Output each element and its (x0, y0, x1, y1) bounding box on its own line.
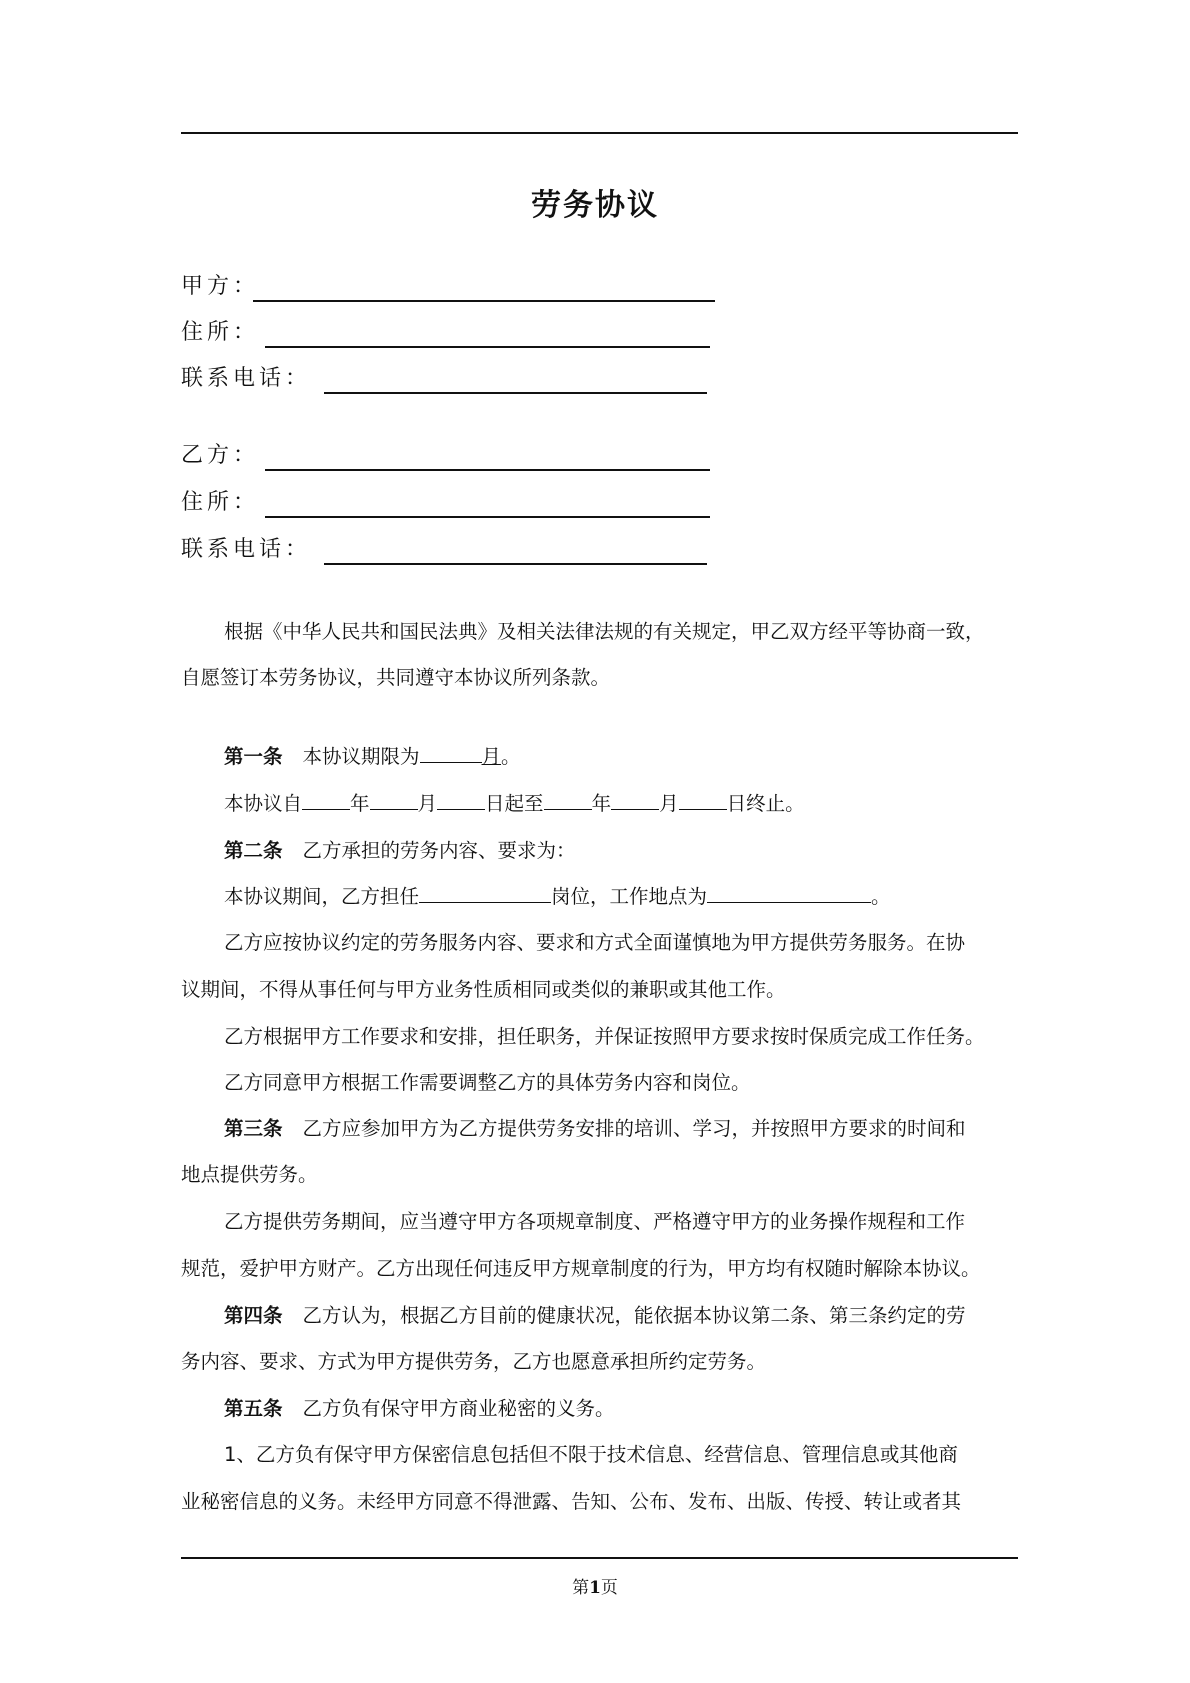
document-title: 劳务协议 (531, 188, 659, 223)
footer-rule (181, 1557, 1018, 1559)
article-2-text: 乙方承担的劳务内容、要求为： (302, 839, 576, 862)
end-month-blank[interactable] (611, 787, 659, 810)
end-day-blank[interactable] (679, 787, 727, 810)
article-5-text: 乙方负有保守甲方商业秘密的义务。 (302, 1397, 615, 1420)
party-b-address-label: 住所： (181, 490, 260, 515)
article-3 (181, 1106, 1019, 1152)
article-4-line-2: 务内容、要求、方式为甲方提供劳务，乙方也愿意承担所约定劳务。 (181, 1350, 767, 1373)
article-1-heading: 第一条 (224, 745, 283, 768)
start-day-blank[interactable] (437, 787, 485, 810)
article-2-heading: 第二条 (224, 839, 283, 862)
post-label: 本协议期间，乙方担任 (224, 885, 420, 908)
article-2-post-line (181, 874, 1019, 920)
party-a-name-label: 甲方： (181, 274, 260, 299)
page-suffix: 页 (600, 1578, 618, 1598)
article-1-period-line (181, 781, 1019, 827)
article-1-period: 。 (501, 745, 521, 768)
party-b-address-blank[interactable] (265, 516, 710, 518)
party-b-phone-label: 联系电话： (181, 537, 312, 562)
end-suffix-label: 日终止。 (726, 792, 805, 815)
article-3-heading: 第三条 (224, 1117, 283, 1140)
preamble-line-1: 根据《中华人民共和国民法典》及相关法律法规的有关规定，甲乙双方经平等协商一致， (224, 620, 985, 643)
party-a-address-label: 住所： (181, 320, 260, 345)
end-month-label: 月 (659, 792, 679, 815)
page-prefix: 第 (572, 1578, 590, 1598)
party-a-address-blank[interactable] (265, 346, 710, 348)
page-number-value: 1 (589, 1578, 601, 1598)
article-5-item-1-line-2: 业秘密信息的义务。未经甲方同意不得泄露、告知、公布、发布、出版、传授、转让或者其 (181, 1490, 962, 1513)
article-2-para-3: 乙方同意甲方根据工作需要调整乙方的具体劳务内容和岗位。 (224, 1071, 751, 1094)
article-3-text: 乙方应参加甲方为乙方提供劳务安排的培训、学习，并按照甲方要求的时间和 (302, 1117, 966, 1140)
article-2-para-2: 乙方根据甲方工作要求和安排，担任职务，并保证按照甲方要求按时保质完成工作任务。 (224, 1025, 985, 1048)
party-a-phone-blank[interactable] (324, 392, 707, 394)
article-2-para-1-line-1: 乙方应按协议约定的劳务服务内容、要求和方式全面谨慎地为甲方提供劳务服务。在协 (224, 931, 966, 954)
location-blank[interactable] (707, 880, 871, 903)
article-5-item-1-line-1: 1、乙方负有保守甲方保密信息包括但不限于技术信息、经营信息、管理信息或其他商 (224, 1443, 958, 1466)
party-a-phone-field (181, 362, 721, 394)
start-month-label: 月 (417, 792, 438, 815)
article-3-para-2-line-2: 规范，爱护甲方财产。乙方出现任何违反甲方规章制度的行为，甲方均有权随时解除本协议。 (181, 1257, 981, 1280)
article-4-heading: 第四条 (224, 1304, 283, 1327)
article-4 (181, 1293, 1019, 1339)
start-suffix-label: 日起至 (485, 792, 544, 815)
post-blank[interactable] (419, 880, 551, 903)
preamble-line-2: 自愿签订本劳务协议，共同遵守本协议所列条款。 (181, 666, 611, 689)
term-months-blank[interactable] (420, 740, 482, 763)
article-5 (181, 1386, 1019, 1432)
start-year-blank[interactable] (302, 787, 350, 810)
start-month-blank[interactable] (370, 787, 418, 810)
party-a-phone-label: 联系电话： (181, 366, 312, 391)
article-5-heading: 第五条 (224, 1397, 283, 1420)
post-line-end: 。 (871, 885, 891, 908)
party-b-name-field (181, 439, 721, 471)
article-1-text: 本协议期限为 (302, 745, 420, 768)
party-b-address-field (181, 486, 721, 518)
article-3-line-2: 地点提供劳务。 (181, 1163, 318, 1186)
start-year-label: 年 (350, 792, 370, 815)
end-year-label: 年 (591, 792, 612, 815)
party-a-name-blank[interactable] (253, 300, 715, 302)
party-a-name-field (181, 270, 721, 302)
header-rule (181, 132, 1018, 134)
party-a-address-field (181, 316, 721, 348)
party-b-name-label: 乙方： (181, 443, 260, 468)
party-b-phone-field (181, 533, 721, 565)
location-label: 岗位，工作地点为 (551, 885, 708, 908)
party-b-name-blank[interactable] (265, 469, 710, 471)
end-year-blank[interactable] (544, 787, 592, 810)
period-start-label: 本协议自 (224, 792, 303, 815)
page-number (0, 1573, 1190, 1598)
article-4-text: 乙方认为，根据乙方目前的健康状况，能依据本协议第二条、第三条约定的劳 (302, 1304, 966, 1327)
article-2 (181, 828, 1019, 874)
article-1 (181, 734, 1019, 780)
article-2-para-1-line-2: 议期间，不得从事任何与甲方业务性质相同或类似的兼职或其他工作。 (181, 978, 786, 1001)
party-b-phone-blank[interactable] (324, 563, 707, 565)
term-months-unit: 月 (481, 745, 502, 768)
article-3-para-2-line-1: 乙方提供劳务期间，应当遵守甲方各项规章制度、严格遵守甲方的业务操作规程和工作 (224, 1210, 966, 1233)
